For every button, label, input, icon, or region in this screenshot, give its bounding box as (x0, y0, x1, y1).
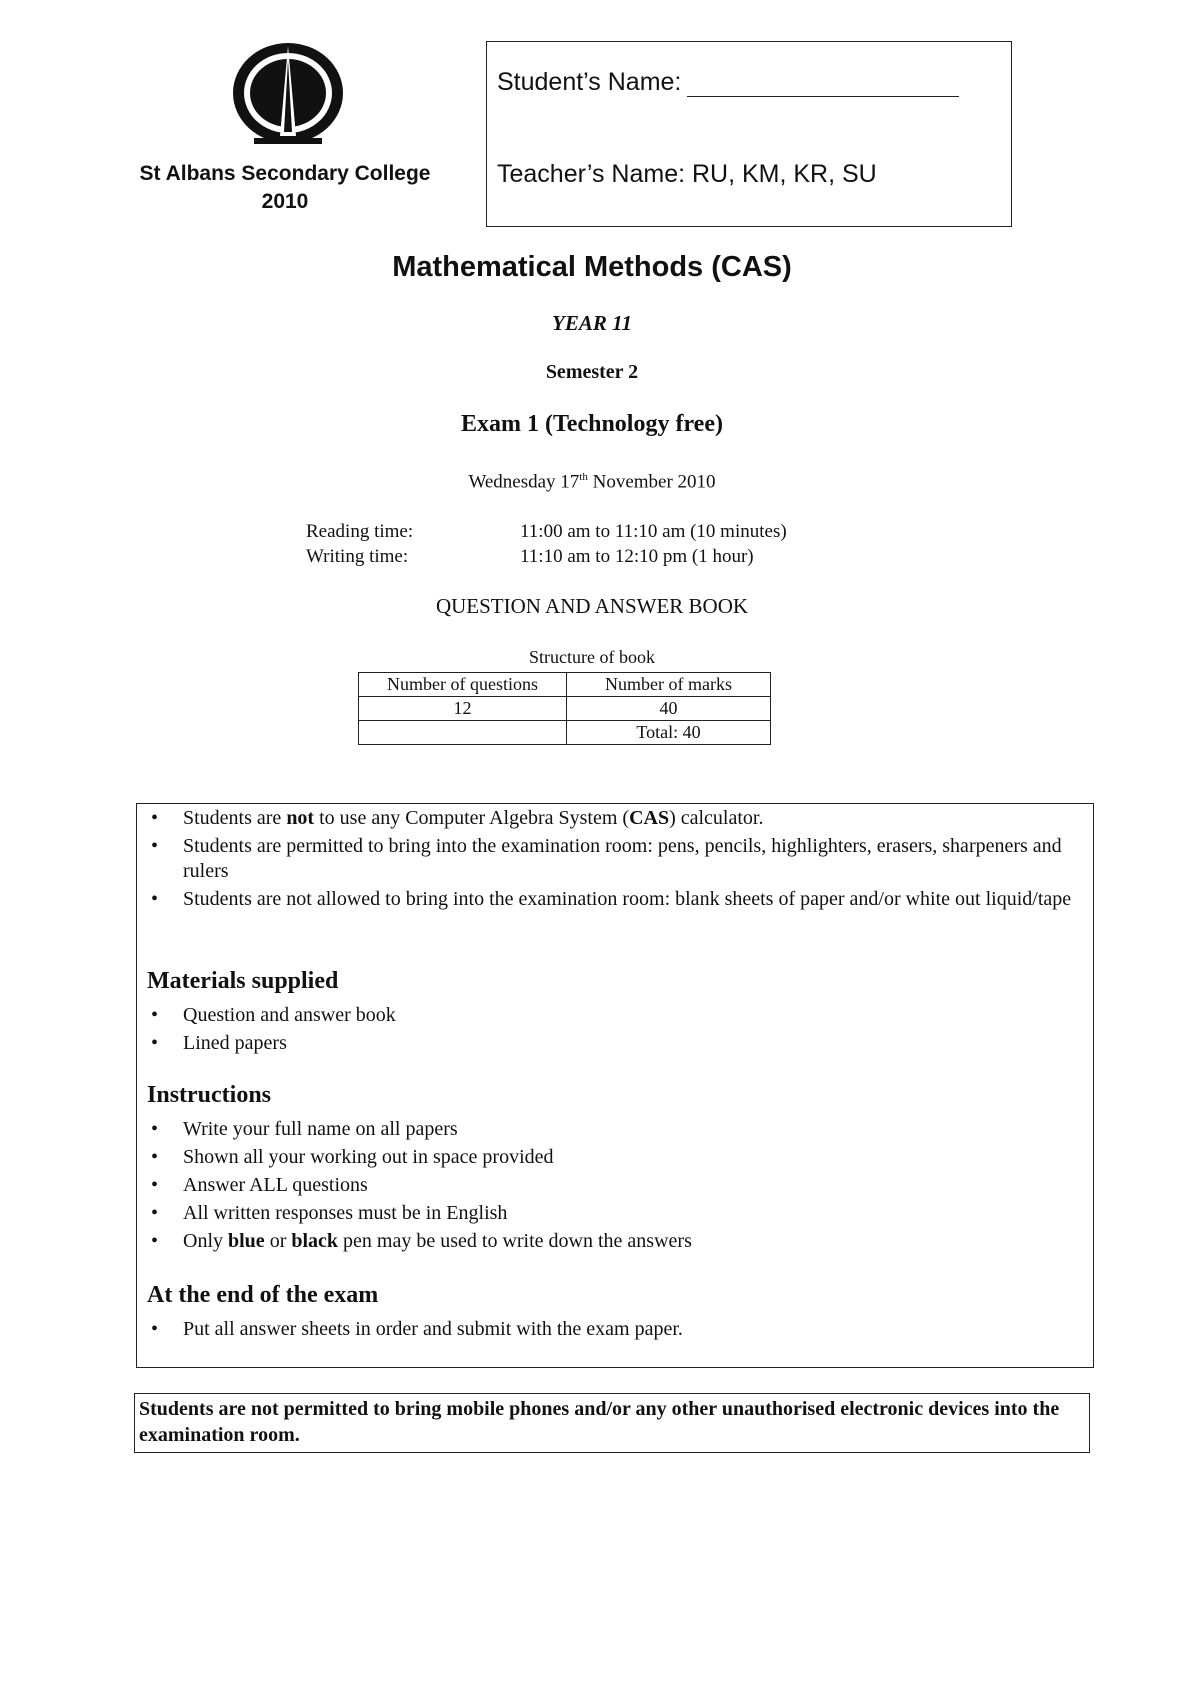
bullet-icon: • (151, 1230, 159, 1252)
item-text: Write your full name on all papers (183, 1118, 458, 1140)
instructions-heading: Instructions (147, 1082, 272, 1108)
reading-time-value: 11:00 am to 11:10 am (10 minutes) (520, 521, 787, 542)
rule-bold: not (286, 807, 315, 829)
item-bold: blue (228, 1230, 265, 1252)
writing-time-value: 11:10 am to 12:10 pm (1 hour) (520, 546, 754, 567)
item-text: Answer ALL questions (183, 1174, 368, 1196)
subject-title: Mathematical Methods (CAS) (392, 251, 792, 283)
materials-list (137, 1003, 1077, 1059)
phone-warning: Students are not permitted to bring mobile phones and/or any other unauthorised electronic devices into the examination room. (134, 1393, 1090, 1453)
table-header-cell: Number of marks (567, 673, 771, 697)
rule-text: ) calculator. (669, 807, 764, 829)
list-item (137, 1229, 1077, 1254)
materials-heading: Materials supplied (147, 968, 339, 994)
college-name-text: St Albans Secondary College (139, 162, 431, 185)
list-item (137, 887, 1077, 912)
bullet-icon: • (151, 807, 159, 829)
item-bold: black (291, 1230, 339, 1252)
student-name-label: Student’s Name: (497, 68, 682, 96)
student-name-row (497, 68, 959, 97)
list-item (137, 1201, 1077, 1226)
instructions-list (137, 1117, 1077, 1257)
instructions-box (136, 803, 1094, 1368)
table-header-cell: Number of questions (359, 673, 567, 697)
table-cell (359, 721, 567, 745)
table-row (359, 697, 771, 721)
teacher-name: Teacher’s Name: RU, KM, KR, SU (497, 160, 877, 188)
bullet-icon: • (151, 1146, 159, 1168)
item-text: Only (183, 1230, 228, 1252)
date-rest: November 2010 (587, 471, 716, 493)
rule-text: Students are not allowed to bring into the examination room: blank sheets of paper and/or white out liquid/tape (183, 888, 1072, 910)
student-name-field[interactable] (687, 72, 959, 97)
table-cell: 12 (359, 697, 567, 721)
table-row (359, 721, 771, 745)
exam-date (0, 471, 1184, 493)
structure-caption: Structure of book (529, 647, 655, 667)
rule-text: Students are permitted to bring into the examination room: pens, pencils, highlighters, erasers, sharpeners and rulers (183, 835, 1062, 882)
end-of-exam-heading: At the end of the exam (147, 1282, 379, 1308)
reading-time-label: Reading time: (306, 521, 414, 542)
item-text: Put all answer sheets in order and submit with the exam paper. (183, 1318, 683, 1340)
bullet-icon: • (151, 1174, 159, 1196)
table-cell: 40 (567, 697, 771, 721)
book-heading: QUESTION AND ANSWER BOOK (435, 594, 749, 618)
item-text: Shown all your working out in space provided (183, 1146, 554, 1168)
date-suffix: th (579, 471, 588, 483)
writing-time-label: Writing time: (306, 546, 409, 567)
list-item (137, 806, 1077, 831)
table-header-row (359, 673, 771, 697)
item-text: Question and answer book (183, 1004, 396, 1026)
rules-list (137, 806, 1077, 915)
name-box (486, 41, 1012, 227)
bullet-icon: • (151, 1032, 159, 1054)
item-text: pen may be used to write down the answers (338, 1230, 692, 1252)
structure-table (358, 672, 771, 745)
table-cell: Total: 40 (567, 721, 771, 745)
item-text: or (264, 1230, 292, 1252)
list-item (137, 1317, 1077, 1342)
bullet-icon: • (151, 1202, 159, 1224)
semester: Semester 2 (545, 361, 639, 383)
bullet-icon: • (151, 1004, 159, 1026)
bullet-icon: • (151, 888, 159, 910)
item-text: Lined papers (183, 1032, 287, 1054)
date-day: Wednesday 17 (468, 471, 580, 493)
college-name (90, 160, 480, 216)
item-text: All written responses must be in English (183, 1202, 508, 1224)
exam-title: Exam 1 (Technology free) (461, 411, 723, 437)
bullet-icon: • (151, 835, 159, 857)
bullet-icon: • (151, 1318, 159, 1340)
list-item (137, 1173, 1077, 1198)
college-logo (226, 38, 350, 152)
list-item (137, 1003, 1077, 1028)
rule-text: Students are (183, 807, 287, 829)
list-item (137, 1031, 1077, 1056)
list-item (137, 834, 1077, 884)
rule-text: to use any Computer Algebra System ( (314, 807, 630, 829)
rule-bold: CAS (629, 807, 670, 829)
list-item (137, 1145, 1077, 1170)
bullet-icon: • (151, 1118, 159, 1140)
college-year: 2010 (261, 190, 309, 213)
end-of-exam-list (137, 1317, 1077, 1345)
list-item (137, 1117, 1077, 1142)
year-level: YEAR 11 (552, 311, 632, 335)
